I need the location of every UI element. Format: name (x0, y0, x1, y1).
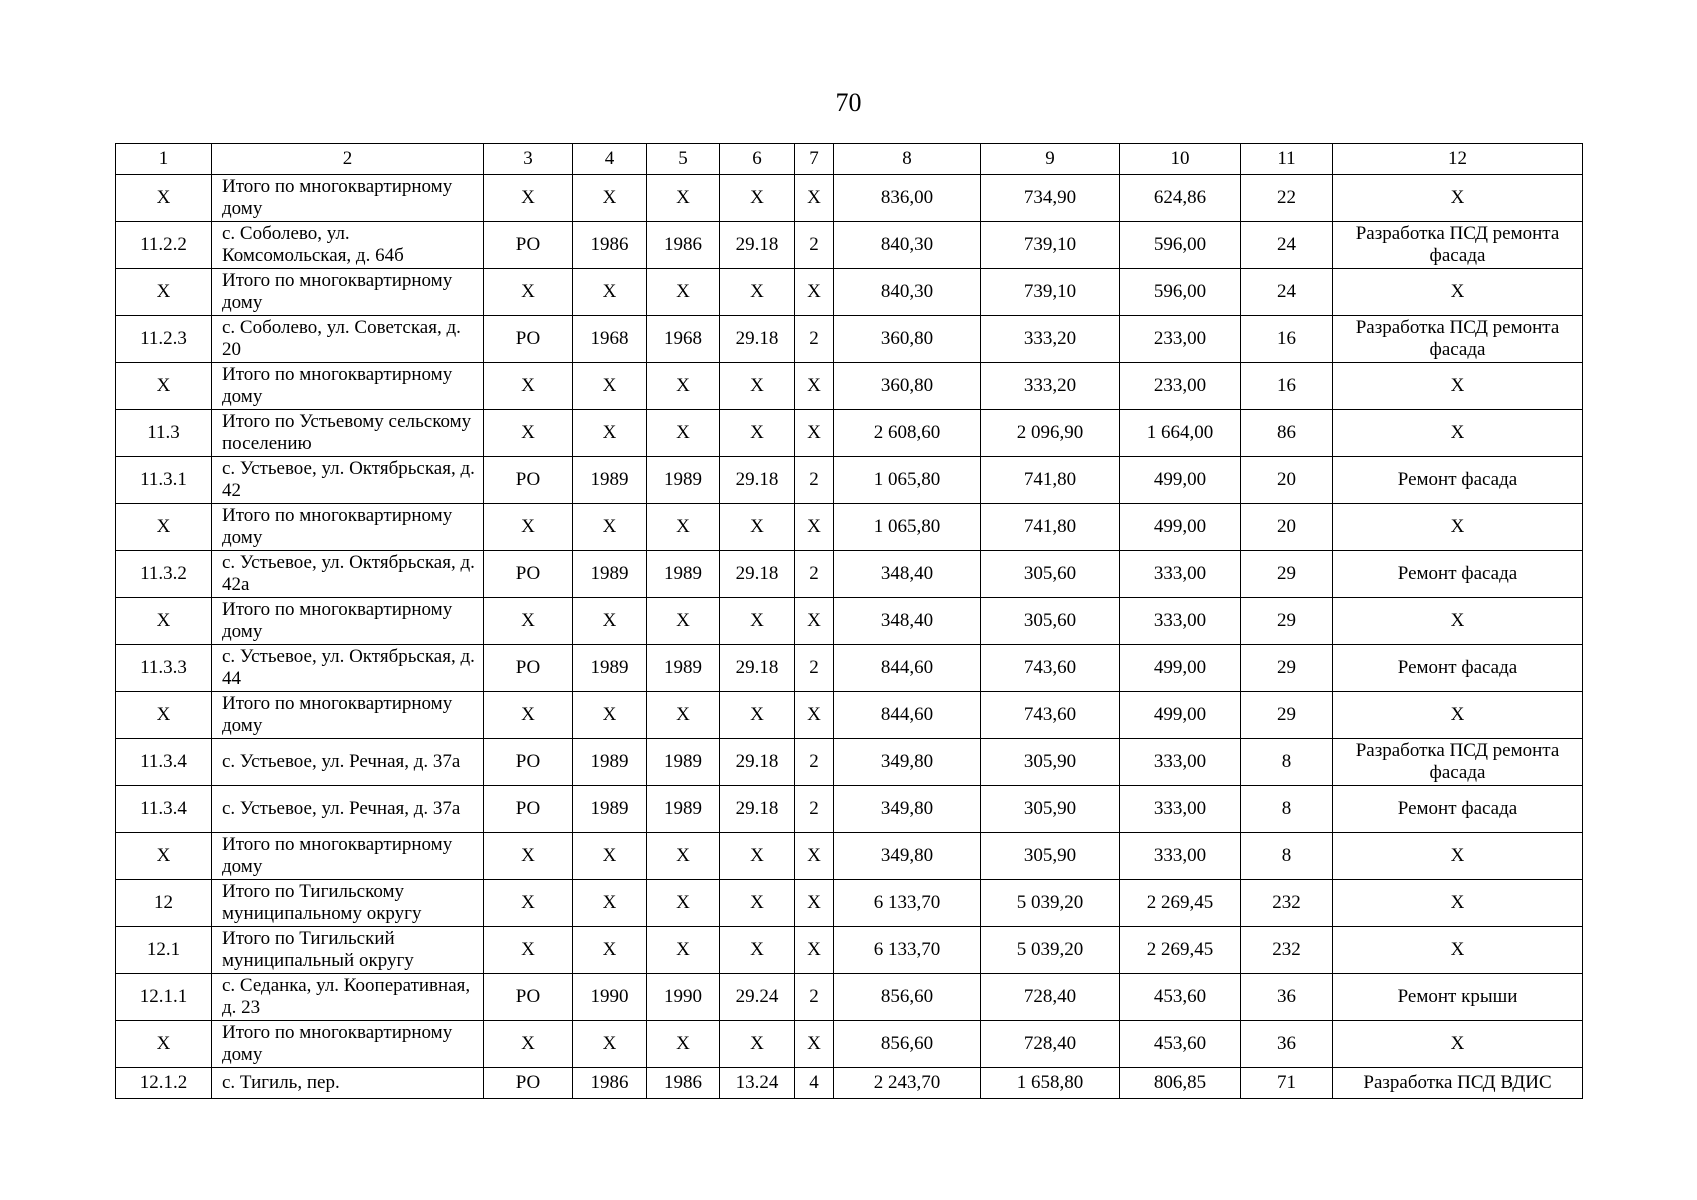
cell-year-built: Х (573, 692, 647, 739)
cell-row-number: 12.1.2 (116, 1068, 212, 1099)
cell-cost: 453,60 (1120, 1021, 1241, 1068)
cell-residents: 232 (1241, 927, 1333, 974)
cell-row-number: Х (116, 833, 212, 880)
cell-address: Итого по многоквартирному дому (212, 1021, 484, 1068)
cell-cost: 499,00 (1120, 457, 1241, 504)
cell-work-type: Разработка ПСД ремонта фасада (1333, 739, 1583, 786)
cell-work-type: Ремонт фасада (1333, 645, 1583, 692)
table-row (116, 927, 1583, 974)
table-row (116, 598, 1583, 645)
cell-year-commissioned: Х (647, 880, 720, 927)
cell-address: Итого по Тигильскому муниципальному округу (212, 880, 484, 927)
cell-cost: 333,00 (1120, 598, 1241, 645)
column-number-1: 1 (116, 144, 212, 175)
cell-year-built: 1989 (573, 551, 647, 598)
cell-living-area: 5 039,20 (981, 927, 1120, 974)
column-number-11: 11 (1241, 144, 1333, 175)
cell-residents: 29 (1241, 645, 1333, 692)
cell-living-area: 2 096,90 (981, 410, 1120, 457)
cell-code: 29.18 (720, 786, 795, 833)
cell-year-built: 1986 (573, 222, 647, 269)
cell-cost: 2 269,45 (1120, 880, 1241, 927)
cell-address: с. Устьевое, ул. Октябрьская, д. 44 (212, 645, 484, 692)
cell-year-built: Х (573, 833, 647, 880)
table-row (116, 880, 1583, 927)
cell-total-area: 6 133,70 (834, 927, 981, 974)
cell-floors: Х (795, 880, 834, 927)
cell-code: Х (720, 692, 795, 739)
cell-year-built: Х (573, 880, 647, 927)
cell-row-number: Х (116, 269, 212, 316)
cell-cost: 233,00 (1120, 316, 1241, 363)
cell-code: 29.18 (720, 222, 795, 269)
cell-address: Итого по многоквартирному дому (212, 363, 484, 410)
cell-living-area: 305,90 (981, 739, 1120, 786)
cell-residents: 36 (1241, 1021, 1333, 1068)
table-row (116, 175, 1583, 222)
cell-residents: 232 (1241, 880, 1333, 927)
housing-repair-table (115, 143, 1583, 1099)
cell-residents: 86 (1241, 410, 1333, 457)
cell-cost: 499,00 (1120, 692, 1241, 739)
cell-address: с. Устьевое, ул. Октябрьская, д. 42 (212, 457, 484, 504)
cell-floors: Х (795, 833, 834, 880)
column-number-7: 7 (795, 144, 834, 175)
cell-row-number: Х (116, 692, 212, 739)
cell-floors: 2 (795, 739, 834, 786)
cell-address: Итого по Устьевому сельскому поселению (212, 410, 484, 457)
cell-total-area: 840,30 (834, 222, 981, 269)
cell-management-type: Х (484, 833, 573, 880)
table-row (116, 786, 1583, 833)
cell-year-built: 1989 (573, 739, 647, 786)
cell-work-type: Ремонт фасада (1333, 786, 1583, 833)
cell-total-area: 360,80 (834, 363, 981, 410)
cell-cost: 1 664,00 (1120, 410, 1241, 457)
cell-living-area: 743,60 (981, 645, 1120, 692)
cell-code: Х (720, 175, 795, 222)
cell-address: с. Тигиль, пер. (212, 1068, 484, 1099)
cell-floors: 2 (795, 974, 834, 1021)
cell-work-type: Ремонт фасада (1333, 551, 1583, 598)
column-number-8: 8 (834, 144, 981, 175)
cell-work-type: Х (1333, 269, 1583, 316)
cell-total-area: 844,60 (834, 692, 981, 739)
cell-cost: 499,00 (1120, 645, 1241, 692)
cell-management-type: Х (484, 175, 573, 222)
cell-cost: 499,00 (1120, 504, 1241, 551)
cell-living-area: 739,10 (981, 269, 1120, 316)
cell-management-type: Х (484, 692, 573, 739)
cell-floors: Х (795, 1021, 834, 1068)
cell-total-area: 348,40 (834, 551, 981, 598)
cell-cost: 596,00 (1120, 222, 1241, 269)
table-row (116, 551, 1583, 598)
cell-management-type: Х (484, 410, 573, 457)
cell-living-area: 728,40 (981, 974, 1120, 1021)
cell-year-built: Х (573, 175, 647, 222)
cell-work-type: Х (1333, 410, 1583, 457)
cell-management-type: Х (484, 880, 573, 927)
cell-management-type: РО (484, 1068, 573, 1099)
cell-code: 29.18 (720, 457, 795, 504)
table-body (116, 144, 1583, 1099)
cell-residents: 24 (1241, 222, 1333, 269)
cell-floors: Х (795, 598, 834, 645)
cell-living-area: 333,20 (981, 316, 1120, 363)
cell-management-type: Х (484, 1021, 573, 1068)
cell-work-type: Х (1333, 692, 1583, 739)
cell-row-number: 11.3.4 (116, 786, 212, 833)
table-row (116, 1068, 1583, 1099)
cell-total-area: 349,80 (834, 833, 981, 880)
cell-row-number: Х (116, 363, 212, 410)
cell-code: 29.18 (720, 316, 795, 363)
cell-total-area: 840,30 (834, 269, 981, 316)
table-row (116, 457, 1583, 504)
cell-code: 29.24 (720, 974, 795, 1021)
cell-management-type: РО (484, 739, 573, 786)
cell-address: с. Соболево, ул. Советская, д. 20 (212, 316, 484, 363)
cell-total-area: 856,60 (834, 974, 981, 1021)
cell-address: Итого по многоквартирному дому (212, 692, 484, 739)
cell-year-built: 1989 (573, 786, 647, 833)
table-row (116, 269, 1583, 316)
cell-year-commissioned: 1989 (647, 739, 720, 786)
cell-cost: 333,00 (1120, 551, 1241, 598)
cell-living-area: 5 039,20 (981, 880, 1120, 927)
cell-row-number: Х (116, 598, 212, 645)
cell-address: с. Устьевое, ул. Речная, д. 37а (212, 786, 484, 833)
cell-cost: 453,60 (1120, 974, 1241, 1021)
cell-year-built: 1986 (573, 1068, 647, 1099)
cell-address: Итого по многоквартирному дому (212, 598, 484, 645)
cell-management-type: РО (484, 786, 573, 833)
table-row (116, 739, 1583, 786)
cell-work-type: Х (1333, 598, 1583, 645)
cell-residents: 29 (1241, 551, 1333, 598)
cell-code: 29.18 (720, 739, 795, 786)
cell-year-built: Х (573, 363, 647, 410)
cell-management-type: РО (484, 222, 573, 269)
cell-living-area: 728,40 (981, 1021, 1120, 1068)
cell-total-area: 349,80 (834, 786, 981, 833)
cell-year-commissioned: Х (647, 1021, 720, 1068)
cell-cost: 624,86 (1120, 175, 1241, 222)
cell-total-area: 2 608,60 (834, 410, 981, 457)
cell-year-commissioned: Х (647, 598, 720, 645)
cell-management-type: РО (484, 457, 573, 504)
cell-code: 29.18 (720, 645, 795, 692)
cell-management-type: РО (484, 316, 573, 363)
cell-floors: 2 (795, 316, 834, 363)
cell-residents: 36 (1241, 974, 1333, 1021)
cell-residents: 20 (1241, 457, 1333, 504)
cell-address: Итого по многоквартирному дому (212, 175, 484, 222)
cell-code: Х (720, 410, 795, 457)
cell-row-number: 11.3.1 (116, 457, 212, 504)
cell-year-commissioned: Х (647, 833, 720, 880)
cell-year-commissioned: Х (647, 410, 720, 457)
cell-year-commissioned: 1968 (647, 316, 720, 363)
cell-code: Х (720, 1021, 795, 1068)
cell-work-type: Х (1333, 833, 1583, 880)
cell-code: 29.18 (720, 551, 795, 598)
table-row (116, 833, 1583, 880)
cell-address: с. Устьевое, ул. Октябрьская, д. 42а (212, 551, 484, 598)
page-number: 70 (835, 88, 862, 117)
cell-code: Х (720, 269, 795, 316)
cell-management-type: РО (484, 645, 573, 692)
cell-address: Итого по многоквартирному дому (212, 504, 484, 551)
cell-living-area: 743,60 (981, 692, 1120, 739)
cell-address: с. Соболево, ул. Комсомольская, д. 64б (212, 222, 484, 269)
cell-cost: 233,00 (1120, 363, 1241, 410)
column-number-10: 10 (1120, 144, 1241, 175)
cell-floors: 2 (795, 645, 834, 692)
cell-year-commissioned: Х (647, 692, 720, 739)
cell-year-built: 1968 (573, 316, 647, 363)
cell-row-number: Х (116, 175, 212, 222)
cell-work-type: Разработка ПСД ремонта фасада (1333, 222, 1583, 269)
cell-year-commissioned: Х (647, 927, 720, 974)
table-row (116, 645, 1583, 692)
cell-code: Х (720, 363, 795, 410)
cell-floors: 4 (795, 1068, 834, 1099)
cell-cost: 333,00 (1120, 786, 1241, 833)
cell-living-area: 305,90 (981, 786, 1120, 833)
cell-residents: 16 (1241, 363, 1333, 410)
cell-floors: Х (795, 692, 834, 739)
table-row (116, 316, 1583, 363)
column-number-row (116, 144, 1583, 175)
cell-row-number: 11.3.4 (116, 739, 212, 786)
cell-year-commissioned: 1990 (647, 974, 720, 1021)
cell-cost: 806,85 (1120, 1068, 1241, 1099)
cell-total-area: 348,40 (834, 598, 981, 645)
cell-address: Итого по многоквартирному дому (212, 269, 484, 316)
cell-floors: 2 (795, 551, 834, 598)
cell-code: 13.24 (720, 1068, 795, 1099)
cell-total-area: 6 133,70 (834, 880, 981, 927)
cell-living-area: 739,10 (981, 222, 1120, 269)
table-row (116, 363, 1583, 410)
cell-floors: 2 (795, 786, 834, 833)
cell-floors: 2 (795, 457, 834, 504)
cell-year-commissioned: Х (647, 175, 720, 222)
cell-year-built: Х (573, 269, 647, 316)
cell-floors: Х (795, 927, 834, 974)
cell-work-type: Разработка ПСД ремонта фасада (1333, 316, 1583, 363)
cell-management-type: Х (484, 363, 573, 410)
cell-work-type: Ремонт фасада (1333, 457, 1583, 504)
cell-floors: Х (795, 363, 834, 410)
cell-living-area: 734,90 (981, 175, 1120, 222)
cell-residents: 8 (1241, 739, 1333, 786)
cell-row-number: Х (116, 504, 212, 551)
cell-code: Х (720, 880, 795, 927)
column-number-3: 3 (484, 144, 573, 175)
cell-work-type: Ремонт крыши (1333, 974, 1583, 1021)
cell-residents: 22 (1241, 175, 1333, 222)
cell-total-area: 360,80 (834, 316, 981, 363)
cell-floors: 2 (795, 222, 834, 269)
cell-management-type: Х (484, 598, 573, 645)
cell-code: Х (720, 833, 795, 880)
cell-cost: 333,00 (1120, 739, 1241, 786)
cell-row-number: 11.3 (116, 410, 212, 457)
cell-work-type: Х (1333, 1021, 1583, 1068)
cell-row-number: Х (116, 1021, 212, 1068)
cell-residents: 24 (1241, 269, 1333, 316)
cell-code: Х (720, 504, 795, 551)
cell-total-area: 1 065,80 (834, 457, 981, 504)
cell-floors: Х (795, 410, 834, 457)
cell-year-commissioned: 1989 (647, 645, 720, 692)
cell-year-built: Х (573, 927, 647, 974)
cell-residents: 8 (1241, 786, 1333, 833)
cell-year-commissioned: 1989 (647, 786, 720, 833)
cell-living-area: 333,20 (981, 363, 1120, 410)
cell-row-number: 12 (116, 880, 212, 927)
cell-code: Х (720, 598, 795, 645)
table-row (116, 1021, 1583, 1068)
cell-year-commissioned: 1986 (647, 1068, 720, 1099)
cell-year-built: 1989 (573, 645, 647, 692)
cell-year-built: Х (573, 410, 647, 457)
cell-management-type: Х (484, 927, 573, 974)
cell-living-area: 741,80 (981, 504, 1120, 551)
cell-address: с. Седанка, ул. Кооперативная, д. 23 (212, 974, 484, 1021)
cell-row-number: 11.2.2 (116, 222, 212, 269)
cell-living-area: 1 658,80 (981, 1068, 1120, 1099)
table-row (116, 222, 1583, 269)
table-row (116, 504, 1583, 551)
cell-address: Итого по Тигильский муниципальный округу (212, 927, 484, 974)
cell-residents: 16 (1241, 316, 1333, 363)
cell-code: Х (720, 927, 795, 974)
cell-total-area: 856,60 (834, 1021, 981, 1068)
cell-living-area: 741,80 (981, 457, 1120, 504)
cell-year-commissioned: Х (647, 504, 720, 551)
cell-total-area: 844,60 (834, 645, 981, 692)
cell-year-commissioned: 1986 (647, 222, 720, 269)
cell-address: Итого по многоквартирному дому (212, 833, 484, 880)
cell-row-number: 11.3.2 (116, 551, 212, 598)
table-row (116, 410, 1583, 457)
cell-floors: Х (795, 175, 834, 222)
cell-cost: 333,00 (1120, 833, 1241, 880)
cell-row-number: 12.1.1 (116, 974, 212, 1021)
cell-total-area: 349,80 (834, 739, 981, 786)
table-row (116, 974, 1583, 1021)
cell-year-built: Х (573, 1021, 647, 1068)
cell-living-area: 305,60 (981, 598, 1120, 645)
cell-work-type: Разработка ПСД ВДИС (1333, 1068, 1583, 1099)
cell-work-type: Х (1333, 504, 1583, 551)
cell-living-area: 305,60 (981, 551, 1120, 598)
cell-residents: 29 (1241, 692, 1333, 739)
cell-management-type: Х (484, 504, 573, 551)
cell-cost: 2 269,45 (1120, 927, 1241, 974)
cell-living-area: 305,90 (981, 833, 1120, 880)
column-number-6: 6 (720, 144, 795, 175)
cell-work-type: Х (1333, 927, 1583, 974)
cell-management-type: РО (484, 551, 573, 598)
column-number-2: 2 (212, 144, 484, 175)
cell-row-number: 12.1 (116, 927, 212, 974)
cell-work-type: Х (1333, 363, 1583, 410)
cell-management-type: Х (484, 269, 573, 316)
cell-year-commissioned: Х (647, 269, 720, 316)
cell-address: с. Устьевое, ул. Речная, д. 37а (212, 739, 484, 786)
cell-total-area: 2 243,70 (834, 1068, 981, 1099)
table-row (116, 692, 1583, 739)
cell-year-built: 1989 (573, 457, 647, 504)
cell-row-number: 11.3.3 (116, 645, 212, 692)
column-number-9: 9 (981, 144, 1120, 175)
cell-cost: 596,00 (1120, 269, 1241, 316)
cell-year-built: Х (573, 504, 647, 551)
cell-residents: 20 (1241, 504, 1333, 551)
cell-floors: Х (795, 504, 834, 551)
cell-year-built: Х (573, 598, 647, 645)
cell-year-commissioned: 1989 (647, 551, 720, 598)
cell-management-type: РО (484, 974, 573, 1021)
cell-year-built: 1990 (573, 974, 647, 1021)
cell-total-area: 1 065,80 (834, 504, 981, 551)
column-number-5: 5 (647, 144, 720, 175)
cell-floors: Х (795, 269, 834, 316)
cell-work-type: Х (1333, 175, 1583, 222)
cell-residents: 29 (1241, 598, 1333, 645)
cell-total-area: 836,00 (834, 175, 981, 222)
cell-year-commissioned: 1989 (647, 457, 720, 504)
column-number-4: 4 (573, 144, 647, 175)
column-number-12: 12 (1333, 144, 1583, 175)
cell-row-number: 11.2.3 (116, 316, 212, 363)
cell-residents: 8 (1241, 833, 1333, 880)
cell-work-type: Х (1333, 880, 1583, 927)
cell-year-commissioned: Х (647, 363, 720, 410)
cell-residents: 71 (1241, 1068, 1333, 1099)
